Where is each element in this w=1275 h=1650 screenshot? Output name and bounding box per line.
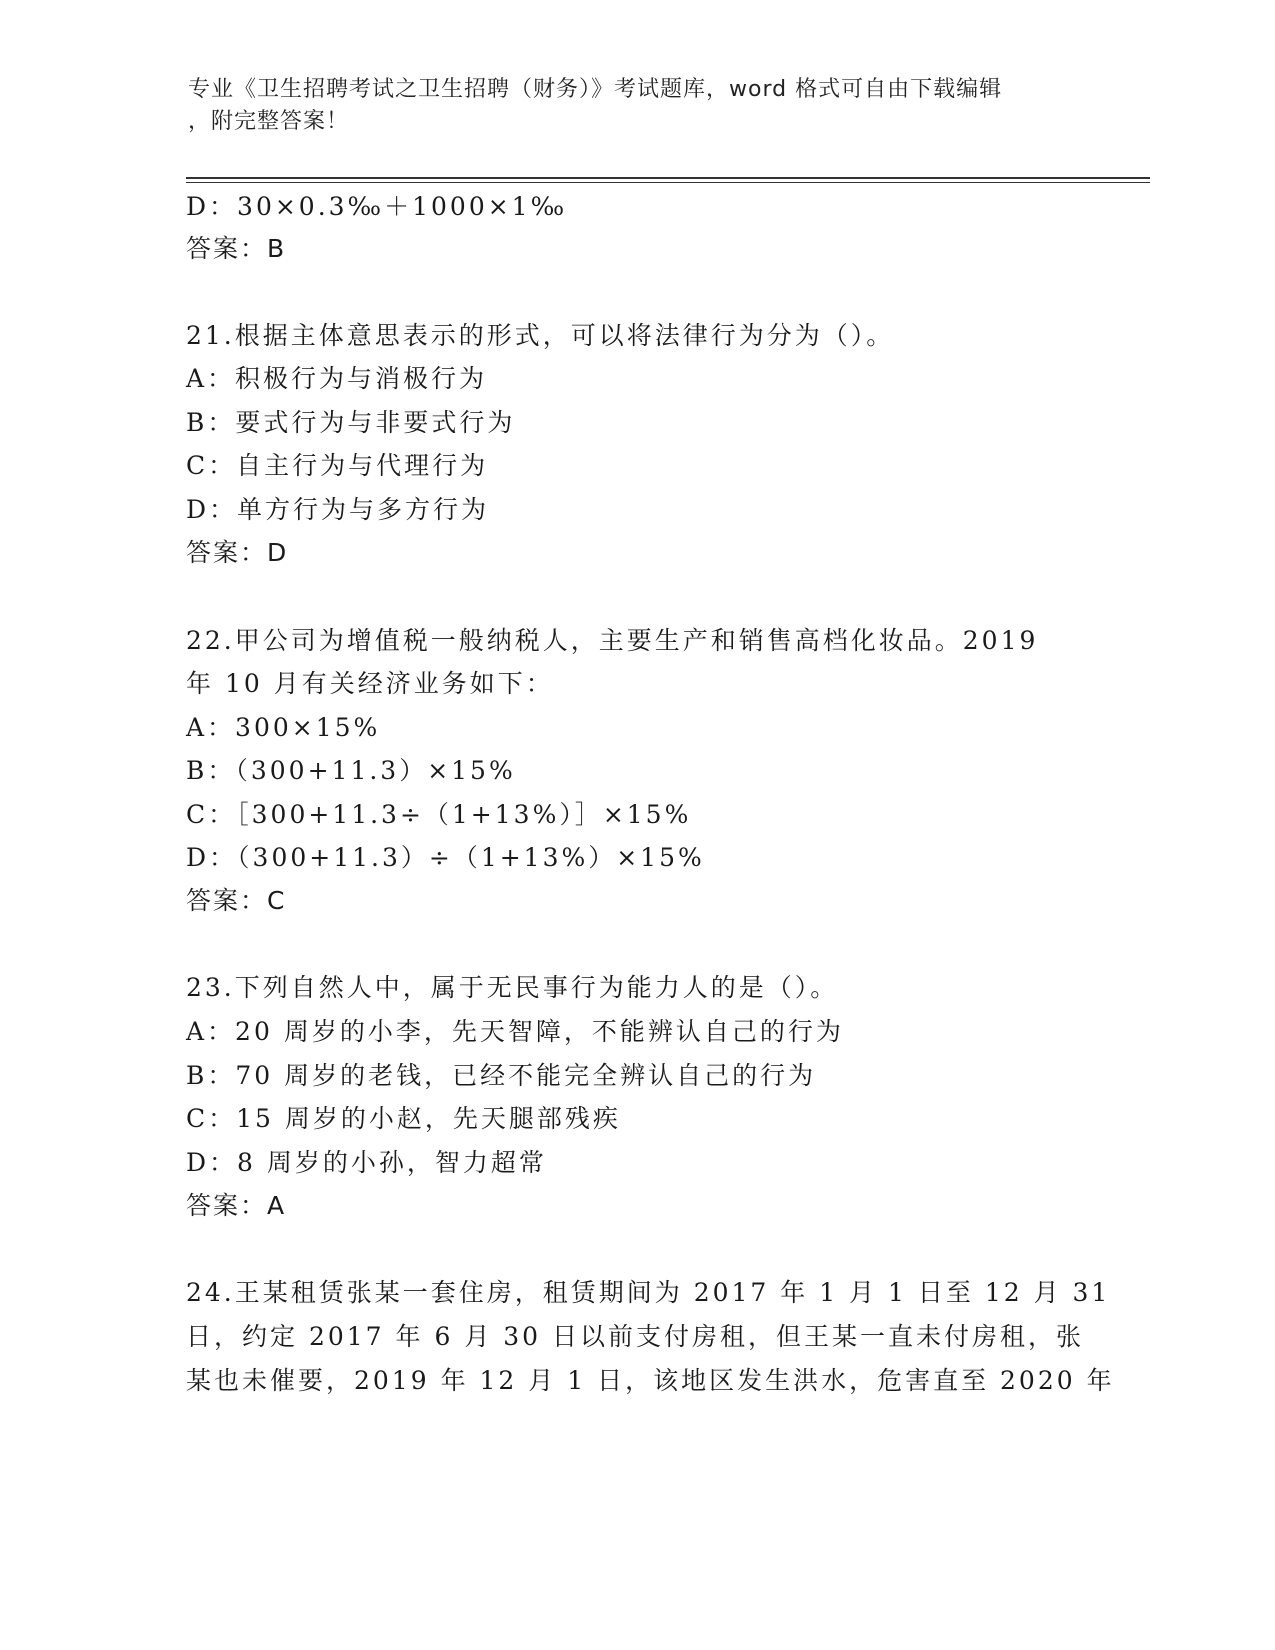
question-23-option-b: B：70 周岁的老钱，已经不能完全辨认自己的行为 <box>186 1061 817 1090</box>
question-23-answer: 答案：A <box>186 1191 287 1220</box>
question-23-option-a: A：20 周岁的小李，先天智障，不能辨认自己的行为 <box>186 1017 844 1046</box>
header-divider <box>186 177 1150 179</box>
question-21-option-c: C：自主行为与代理行为 <box>186 451 489 480</box>
question-22-option-d: D：（300+11.3）÷（1+13%）×15% <box>186 843 705 872</box>
question-21-stem: 21.根据主体意思表示的形式，可以将法律行为分为（）。 <box>186 321 895 350</box>
question-22-option-c: C：［300+11.3÷（1+13%）］×15% <box>186 800 692 829</box>
question-22-option-a: A：300×15% <box>186 713 381 742</box>
question-22-option-b: B：（300+11.3）×15% <box>186 756 516 785</box>
option-d: D：30×0.3‰＋1000×1‰ <box>186 192 568 221</box>
header-line-2: ，附完整答案！ <box>188 109 350 134</box>
question-24-stem-line-2: 日，约定 2017 年 6 月 30 日以前支付房租，但王某一直未付房租，张 <box>186 1322 1085 1351</box>
header-line-1: 专业《卫生招聘考试之卫生招聘（财务）》考试题库，word 格式可自由下载编辑 <box>188 77 1003 102</box>
header-divider-thin <box>186 182 1150 183</box>
question-21-answer: 答案：D <box>186 538 289 567</box>
question-23-option-d: D：8 周岁的小孙，智力超常 <box>186 1148 547 1177</box>
answer: 答案：B <box>186 234 287 263</box>
question-22-stem-line-1: 22.甲公司为增值税一般纳税人，主要生产和销售高档化妆品。2019 <box>186 626 1039 655</box>
question-21-option-b: B：要式行为与非要式行为 <box>186 408 516 437</box>
question-24-stem-line-1: 24.王某租赁张某一套住房，租赁期间为 2017 年 1 月 1 日至 12 月 31 <box>186 1278 1111 1307</box>
question-23-stem: 23.下列自然人中，属于无民事行为能力人的是（）。 <box>186 973 839 1002</box>
question-24-stem-line-3: 某也未催要，2019 年 12 月 1 日，该地区发生洪水，危害直至 2020 年 <box>186 1366 1115 1395</box>
question-22-answer: 答案：C <box>186 886 287 915</box>
question-23-option-c: C：15 周岁的小赵，先天腿部残疾 <box>186 1104 621 1133</box>
question-21-option-a: A：积极行为与消极行为 <box>186 364 488 393</box>
question-21-option-d: D：单方行为与多方行为 <box>186 495 490 524</box>
question-22-stem-line-2: 年 10 月有关经济业务如下： <box>186 669 554 698</box>
document-header <box>188 74 1068 138</box>
